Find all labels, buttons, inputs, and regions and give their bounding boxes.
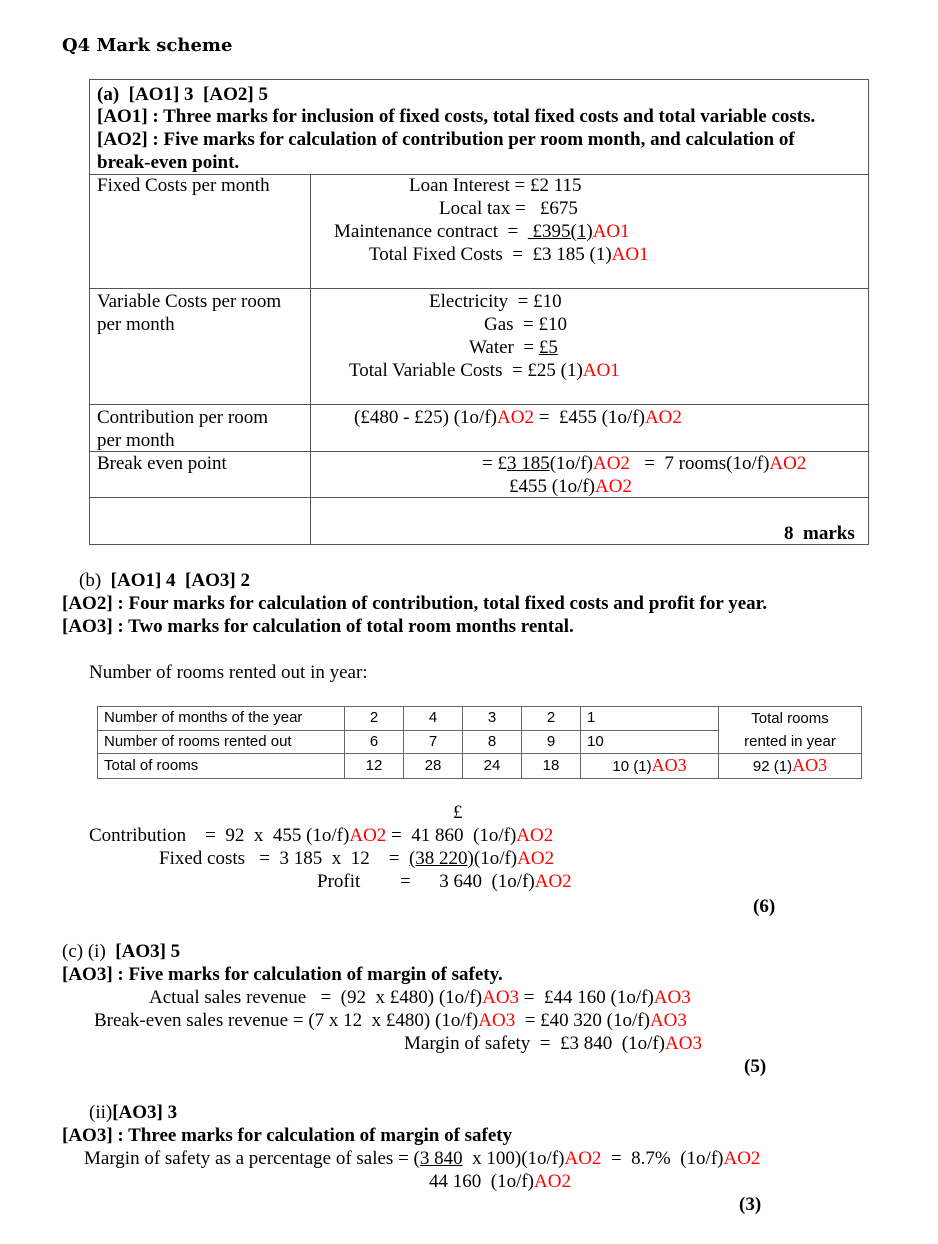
rooms-rented-table — [97, 706, 862, 779]
loan-interest: Loan Interest = £2 115 — [409, 175, 582, 196]
part-b-ao3-criteria: [AO3] : Two marks for calculation of total room months rental. — [62, 616, 574, 637]
part-a-ao2-criteria: [AO2] : Five marks for calculation of contribution per room month, and calculation of — [97, 129, 795, 150]
part-b-ao2-criteria: [AO2] : Four marks for calculation of contribution, total fixed costs and profit for year. — [62, 593, 768, 614]
variable-costs-label: Variable Costs per room — [97, 291, 282, 312]
break-even-label: Break even point — [97, 453, 227, 474]
part-c-i-marks: (5) — [744, 1056, 767, 1077]
contribution-label-cont: per month — [97, 430, 175, 451]
profit-label: Profit — [317, 871, 361, 892]
margin-percentage-denominator: 44 160 (1o/f)AO2 — [429, 1171, 571, 1192]
part-a-header: (a) [AO1] 3 [AO2] 5 — [97, 84, 268, 105]
total-variable-costs: Total Variable Costs = £25 (1)AO1 — [349, 360, 620, 381]
part-c-ii-marks: (3) — [739, 1194, 762, 1215]
local-tax: Local tax = £675 — [439, 198, 578, 219]
break-even-denominator: £455 (1o/f)AO2 — [509, 476, 632, 497]
months-cell: 3 — [463, 707, 522, 731]
part-a-total-marks: 8 marks — [784, 523, 855, 544]
summary-value: 92 (1)AO3 — [719, 754, 862, 779]
part-c-i-ao3-criteria: [AO3] : Five marks for calculation of margin of safety. — [62, 964, 503, 985]
contribution-label: Contribution per room — [97, 407, 268, 428]
part-a-ao2-criteria-cont: break-even point. — [97, 152, 240, 173]
break-even-calc: = £3 185(1o/f)AO2 = 7 rooms(1o/f)AO2 — [482, 453, 807, 474]
part-a-ao1-criteria: [AO1] : Three marks for inclusion of fixed costs, total fixed costs and total variable costs. — [97, 106, 816, 127]
gas-cost: Gas = £10 — [484, 314, 568, 335]
total-fixed-costs: Total Fixed Costs = £3 185 (1)AO1 — [369, 244, 649, 265]
part-c-ii-ao3-criteria: [AO3] : Three marks for calculation of margin of safety — [62, 1125, 513, 1146]
rooms-cell: 6 — [345, 730, 404, 754]
margin-of-safety: Margin of safety = £3 840 (1o/f)AO3 — [404, 1033, 702, 1054]
part-b-marks: (6) — [753, 896, 776, 917]
variable-costs-label-cont: per month — [97, 314, 175, 335]
profit-line: = 3 640 (1o/f)AO2 — [400, 871, 572, 892]
maintenance-contract: Maintenance contract = £395(1)AO1 — [334, 221, 630, 242]
fixed-costs-label: Fixed Costs per month — [97, 175, 270, 196]
fixed-costs-line: Fixed costs = 3 185 x 12 = (38 220)(1o/f)AO2 — [159, 848, 555, 869]
months-cell: 2 — [522, 707, 581, 731]
part-c-ii-header: (ii)[AO3] 3 — [89, 1102, 178, 1123]
rooms-cell: 9 — [522, 730, 581, 754]
total-cell: 12 — [345, 754, 404, 779]
water-cost: Water = £5 — [469, 337, 558, 358]
months-cell: 2 — [345, 707, 404, 731]
total-cell: 28 — [404, 754, 463, 779]
margin-percentage-calc: Margin of safety as a percentage of sales = (3 840 x 100)(1o/f)AO2 = 8.7% (1o/f)AO2 — [84, 1148, 761, 1169]
rooms-cell: 10 — [581, 730, 719, 754]
electricity-cost: Electricity = £10 — [429, 291, 562, 312]
total-cell: 24 — [463, 754, 522, 779]
contribution-line: Contribution = 92 x 455 (1o/f)AO2 = 41 860 (1o/f)AO2 — [89, 825, 554, 846]
table-row — [98, 754, 862, 779]
page-title: Q4 Mark scheme — [62, 35, 233, 56]
row-label-rooms: Number of rooms rented out — [98, 730, 345, 754]
part-c-i-header: (c) (i) [AO3] 5 — [62, 941, 181, 962]
break-even-sales-revenue: Break-even sales revenue = (7 x 12 x £480) (1o/f)AO3 = £40 320 (1o/f)AO3 — [94, 1010, 687, 1031]
row-label-months: Number of months of the year — [98, 707, 345, 731]
rooms-table-intro: Number of rooms rented out in year: — [89, 662, 368, 683]
table-row — [98, 707, 862, 731]
part-b-header: (b) [AO1] 4 [AO3] 2 — [79, 570, 250, 591]
actual-sales-revenue: Actual sales revenue = (92 x £480) (1o/f)AO3 = £44 160 (1o/f)AO3 — [149, 987, 691, 1008]
months-cell: 1 — [581, 707, 719, 731]
total-cell: 18 — [522, 754, 581, 779]
contribution-calc: (£480 - £25) (1o/f)AO2 = £455 (1o/f)AO2 — [354, 407, 682, 428]
months-cell: 4 — [404, 707, 463, 731]
rooms-cell: 7 — [404, 730, 463, 754]
row-label-total: Total of rooms — [98, 754, 345, 779]
currency-label: £ — [453, 802, 463, 823]
summary-header: Total rooms rented in year — [719, 707, 862, 754]
rooms-cell: 8 — [463, 730, 522, 754]
total-cell: 10 (1)AO3 — [581, 754, 719, 779]
